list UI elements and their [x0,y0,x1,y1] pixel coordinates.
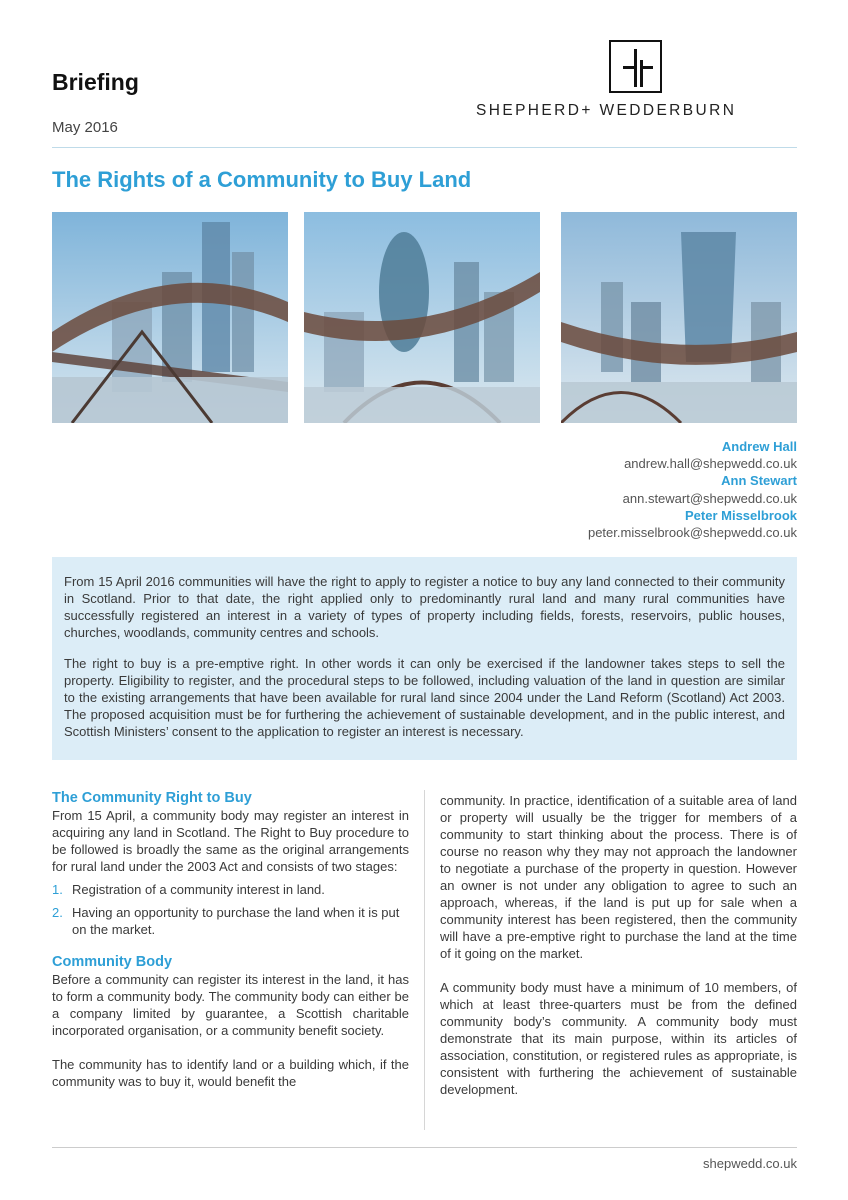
left-column [52,790,409,1090]
right-column [440,792,797,1098]
stages-list [52,881,409,938]
contact-email[interactable]: peter.misselbrook@shepwedd.co.uk [587,525,797,541]
gherkin-bridge-photo [304,212,540,423]
list-number: 2. [52,905,63,920]
publication-date: May 2016 [52,119,118,136]
contact-name: Peter Misselbrook [685,507,797,523]
contact-name: Ann Stewart [721,473,797,489]
list-item [52,904,409,938]
list-text: Having an opportunity to purchase the land when it is put on the market. [72,905,400,937]
section-heading-right-to-buy: The Community Right to Buy [52,790,252,806]
contact-name: Andrew Hall [721,439,797,454]
logo-icon [609,40,662,93]
author-contacts [588,438,797,541]
list-number: 1. [52,882,63,897]
contact-email[interactable]: andrew.hall@shepwedd.co.uk [624,456,797,472]
contact-email[interactable]: ann.stewart@shepwedd.co.uk [622,490,797,506]
header-divider [52,147,797,148]
summary-paragraph: From 15 April 2016 communities will have the right to apply to register a notice to buy any land connected to their community in Scotland. Prior to that date, the right applied only to predominantly rural land and many rural communities have successfully registered an interest in a variety of types of property including fields, forests, reservoirs, public houses, churches, woodlands, community centres and schools. [64,574,785,640]
body-paragraph: The community has to identify land or a building which, if the community was to buy it, would benefit the [52,1057,409,1089]
footer-divider [52,1147,797,1148]
logo-wordmark: SHEPHERD+ WEDDERBURN [476,102,737,119]
body-paragraph: A community body must have a minimum of 10 members, of which at least three-quarters must be from the defined community body’s community. A community body must demonstrate that its main purpose, within its articles of association, constitution, or registered rules as appropriate, is consistent with furthering the achievement of sustainable development. [440,980,797,1097]
page-title: The Rights of a Community to Buy Land [52,167,472,192]
body-paragraph: From 15 April, a community body may register an interest in acquiring any land in Scotland. The Right to Buy procedure to be followed is broadly the same as the original arrangements for rural land under the 2003 Act and consists of two stages: [52,808,409,874]
briefing-label: Briefing [52,69,139,95]
list-item [52,881,409,898]
section-heading-community-body: Community Body [52,954,173,970]
summary-paragraph: The right to buy is a pre-emptive right. In other words it can only be exercised if the landowner takes steps to sell the property. Eligibility to register, and the procedural steps to be followed, including valuation of the land in question are similar to the existing arrangements that have been available for rural land since 2004 under the Land Reform (Scotland) Act 2003. The proposed acquisition must be for furthering the achievement of sustainable development, and in the public interest, and Scottish Ministers’ consent to the application to register an interest is necessary. [64,656,785,739]
body-paragraph: Before a community can register its interest in the land, it has to form a community body. The community body can either be a company limited by guarantee, a Scottish charitable incorporated organisation, or a community benefit society. [52,972,409,1038]
walkie-talkie-bridge-photo [561,212,797,423]
list-text: Registration of a community interest in land. [72,882,325,897]
footer-website[interactable]: shepwedd.co.uk [703,1156,797,1171]
summary-box [52,557,797,760]
column-divider [424,790,425,1130]
body-paragraph: community. In practice, identification of a suitable area of land or property will usually be the trigger for members of a community to start thinking about the process. There is of course no reason why they may not approach the landowner to negotiate a purchase of the property in question. However an owner is not under any obligation to agree to such an approach, whereas, if the land is put up for sale when a community interest has been registered, then the community will have a pre-emptive right to purchase the land at the time of it going on the market. [440,793,797,961]
city-bridge-photo [52,212,288,423]
